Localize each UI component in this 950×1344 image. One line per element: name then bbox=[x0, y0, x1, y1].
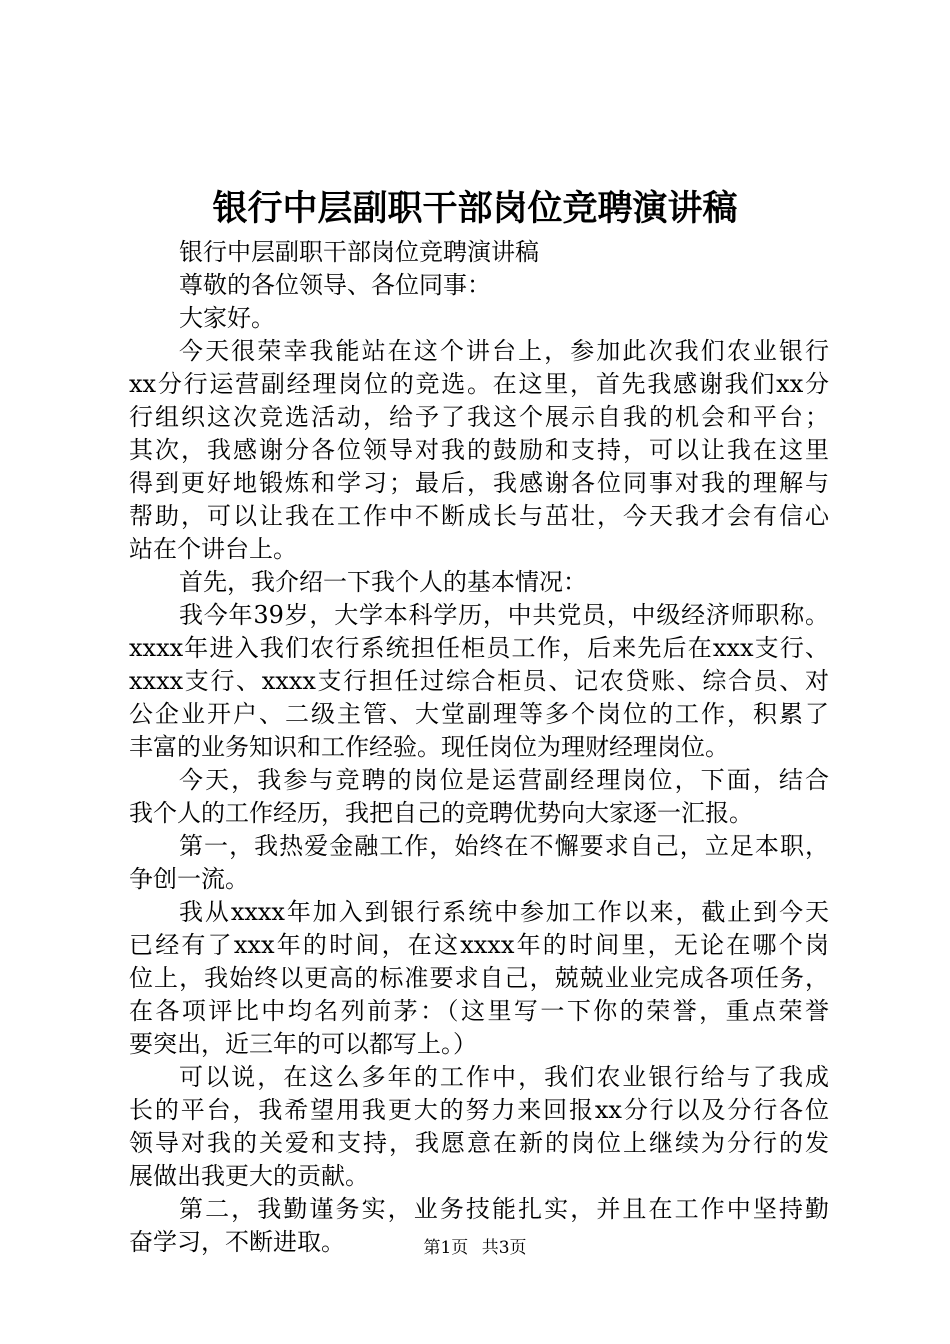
body-line: 尊敬的各位领导、各位同事： bbox=[179, 271, 491, 299]
body-line: xxxx支行、xxxx支行担任过综合柜员、记农贷账、综合员、对 bbox=[129, 667, 829, 695]
body-line: 要突出，近三年的可以都写上。） bbox=[129, 1030, 477, 1058]
body-line: 银行中层副职干部岗位竞聘演讲稿 bbox=[179, 238, 539, 266]
body-line: xxxx年进入我们农行系统担任柜员工作，后来先后在xxx支行、 bbox=[129, 634, 829, 662]
body-line: 今天很荣幸我能站在这个讲台上，参加此次我们农业银行 bbox=[179, 337, 829, 365]
body-line: xx分行运营副经理岗位的竞选。在这里，首先我感谢我们xx分 bbox=[129, 370, 829, 398]
body-line: 领导对我的关爱和支持，我愿意在新的岗位上继续为分行的发 bbox=[129, 1129, 829, 1157]
page-total: 共3页 bbox=[481, 1238, 527, 1258]
body-line: 长的平台，我希望用我更大的努力来回报xx分行以及分行各位 bbox=[129, 1096, 829, 1124]
page-footer bbox=[0, 1236, 950, 1260]
document-title: 银行中层副职干部岗位竞聘演讲稿 bbox=[212, 188, 738, 229]
body-line: 得到更好地锻炼和学习；最后，我感谢各位同事对我的理解与 bbox=[129, 469, 829, 497]
body-line: 位上，我始终以更高的标准要求自己，兢兢业业完成各项任务， bbox=[129, 964, 829, 992]
body-line: 可以说，在这么多年的工作中，我们农业银行给与了我成 bbox=[179, 1063, 829, 1091]
body-line: 第一，我热爱金融工作，始终在不懈要求自己，立足本职， bbox=[179, 832, 829, 860]
page-number: 第1页 bbox=[423, 1238, 469, 1258]
body-line: 我个人的工作经历，我把自己的竞聘优势向大家逐一汇报。 bbox=[129, 799, 753, 827]
body-line: 帮助，可以让我在工作中不断成长与茁壮，今天我才会有信心 bbox=[129, 502, 829, 530]
body-line: 其次，我感谢分各位领导对我的鼓励和支持，可以让我在这里 bbox=[129, 436, 829, 464]
body-line: 已经有了xxx年的时间，在这xxxx年的时间里，无论在哪个岗 bbox=[129, 931, 829, 959]
body-line: 大家好。 bbox=[179, 304, 275, 332]
body-line: 争创一流。 bbox=[129, 865, 249, 893]
body-line: 我今年39岁，大学本科学历，中共党员，中级经济师职称。 bbox=[179, 601, 829, 629]
body-line: 站在个讲台上。 bbox=[129, 535, 297, 563]
document-body bbox=[129, 236, 829, 1259]
body-line: 我从xxxx年加入到银行系统中参加工作以来，截止到今天 bbox=[179, 898, 829, 926]
body-line: 行组织这次竞选活动，给予了我这个展示自我的机会和平台； bbox=[129, 403, 829, 431]
body-line: 展做出我更大的贡献。 bbox=[129, 1162, 369, 1190]
body-line: 今天，我参与竞聘的岗位是运营副经理岗位，下面，结合 bbox=[179, 766, 829, 794]
body-line: 公企业开户、二级主管、大堂副理等多个岗位的工作，积累了 bbox=[129, 700, 829, 728]
body-line: 首先，我介绍一下我个人的基本情况： bbox=[179, 568, 587, 596]
body-line: 奋学习，不断进取。 bbox=[129, 1228, 345, 1256]
body-line: 第二，我勤谨务实，业务技能扎实，并且在工作中坚持勤 bbox=[179, 1195, 829, 1223]
body-line: 丰富的业务知识和工作经验。现任岗位为理财经理岗位。 bbox=[129, 733, 729, 761]
body-line: 在各项评比中均名列前茅：（这里写一下你的荣誉，重点荣誉 bbox=[129, 997, 829, 1025]
